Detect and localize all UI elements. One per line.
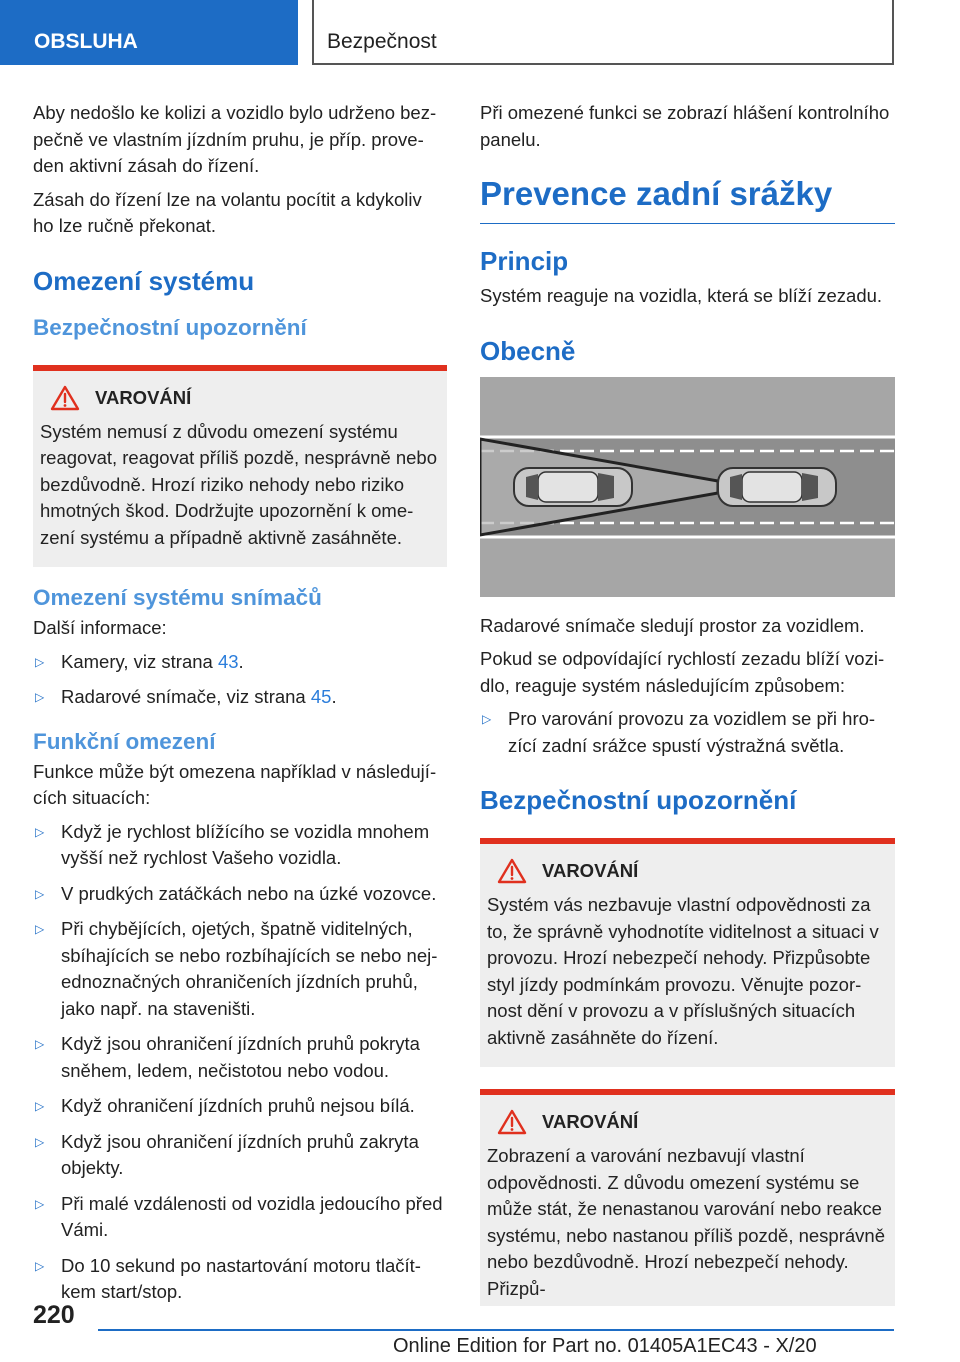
warning-triangle-icon — [497, 858, 527, 884]
more-info-label: Další informace: — [33, 617, 167, 638]
heading-sensor-limits: Omezení systému snímačů — [33, 585, 322, 610]
function-limit-list — [33, 819, 447, 1306]
bullet-triangle-icon: ▷ — [35, 1258, 45, 1273]
heading-safety-notes: Bezpečnostní upozornění — [33, 314, 307, 340]
warning-box — [480, 1089, 895, 1306]
general-paragraph: Radarové snímače sledují prostor za vozidlem. — [480, 614, 865, 636]
list-item: ▷ V prudkých zatáčkách nebo na úzké vozovce. — [33, 881, 447, 908]
sensor-list — [33, 649, 447, 711]
list-item: ▷ Při chybějících, ojetých, špatně viditelných, sbíhajících se nebo rozbíhajících se nebo nejednoznačných ohraničeních jízdních pruhů, jako např. na staveništi. — [35, 918, 438, 1019]
intro-paragraph: Aby nedošlo ke kolizi a vozidlo bylo udrženo bezpečně ve vlastním jízdním pruhu, je příp. proveden aktivní zásah do řízení. — [33, 102, 437, 176]
page-reference-link[interactable]: 43 — [217, 650, 239, 672]
page-title-tab: Bezpečnost — [312, 0, 894, 65]
heading-function-limits: Funkční omezení — [33, 728, 216, 754]
general-paragraph: Pokud se odpovídající rychlostí zezadu blíží vozidlo, reaguje systém následujícím způsobem: — [480, 648, 885, 696]
list-item: ▷ Když je rychlost blížícího se vozidla mnohem vyšší než rychlost Vašeho vozidla. — [35, 820, 430, 868]
heading-principle: Princip — [480, 246, 569, 276]
page-reference-link[interactable]: 45 — [310, 686, 332, 707]
left-column — [33, 100, 447, 1315]
heading-general: Obecně — [480, 335, 576, 366]
page-number: 220 — [33, 1301, 75, 1329]
bullet-triangle-icon: ▷ — [35, 1196, 45, 1211]
principle-text: Systém reaguje na vozidla, která se blíží zezadu. — [480, 285, 883, 306]
list-item: ▷ Pro varování provozu za vozidlem se při hrozící zadní srážce spustí výstražná světla. — [482, 708, 876, 756]
rear-car-icon — [514, 468, 632, 506]
footer-divider — [98, 1329, 894, 1331]
bullet-triangle-icon: ▷ — [35, 1037, 45, 1051]
bullet-triangle-icon: ▷ — [35, 824, 45, 839]
bullet-triangle-icon: ▷ — [35, 1134, 45, 1149]
warning-text: Systém vás nezbavuje vlastní odpovědnosti za to, že správně vyhodnotíte viditelnost a situaci v provozu. Hrozí nebezpečí nehody. Přizpůsobte styl jízdy podmínkám provozu. Věnujte pozornost dění v provozu a v příslušných situacích aktivně zasáhněte do řízení. — [487, 894, 879, 1048]
bullet-triangle-icon: ▷ — [35, 922, 45, 936]
list-item: ▷ Při malé vzdálenosti od vozidla jedoucího před Vámi. — [35, 1192, 443, 1240]
list-item: ▷ Radarové snímače, viz strana 45. — [33, 684, 447, 711]
bullet-triangle-icon: ▷ — [35, 886, 45, 901]
list-item: ▷ Když jsou ohraničení jízdních pruhů zakryta objekty. — [35, 1130, 419, 1178]
warning-box — [33, 365, 447, 568]
warning-label: VAROVÁNÍ — [542, 860, 639, 881]
list-item: ▷ Když jsou ohraničení jízdních pruhů pokryta sněhem, ledem, nečistotou nebo vodou. — [35, 1033, 420, 1081]
own-car-icon — [718, 468, 836, 506]
bullet-triangle-icon: ▷ — [482, 712, 492, 726]
warning-text: Zobrazení a varování nezbavují vlastní odpovědnosti. Z důvodu omezení systému se může stát, že nenastanou varování nebo reakce systému, nebo nastanou příliš pozdě, nesprávně nebo bezdůvodně. Hrozí nebezpečí nehody. Přizpů- — [487, 1145, 885, 1299]
list-item: ▷ Do 10 sekund po nastartování motoru tlačítkem start/stop. — [35, 1254, 421, 1302]
list-item: ▷ Kamery, viz strana 43. — [33, 649, 447, 676]
section-tab: OBSLUHA — [0, 0, 298, 65]
intro-paragraph: Zásah do řízení lze na volantu pocítit a kdykoliv ho lze ručně překonat. — [33, 188, 422, 236]
bullet-triangle-icon: ▷ — [35, 654, 45, 669]
function-message-paragraph: Při omezené funkci se zobrazí hlášení kontrolního panelu. — [480, 102, 890, 150]
warning-box — [480, 838, 895, 1067]
warning-triangle-icon — [497, 1109, 527, 1135]
bullet-triangle-icon: ▷ — [35, 690, 45, 704]
reaction-list — [480, 706, 895, 759]
warning-label: VAROVÁNÍ — [542, 1111, 639, 1132]
warning-label: VAROVÁNÍ — [95, 386, 192, 408]
right-column — [480, 100, 895, 1324]
heading-safety-notes-right: Bezpečnostní upozornění — [480, 785, 797, 815]
heading-rear-collision: Prevence zadní srážky — [480, 175, 895, 224]
warning-text: Systém nemusí z důvodu omezení systému reagovat, reagovat příliš pozdě, nesprávně nebo bezdůvodně. Hrozí riziko nehody nebo riziko hmotných škod. Dodržujte upozornění k omezení systému a případně aktivně zasáhněte. — [40, 420, 437, 548]
rear-radar-diagram — [480, 377, 895, 597]
warning-triangle-icon — [50, 385, 80, 411]
footer-edition: Online Edition for Part no. 01405A1EC43 - X/20 — [393, 1335, 817, 1357]
list-item: ▷ Když ohraničení jízdních pruhů nejsou bílá. — [33, 1093, 447, 1120]
bullet-triangle-icon: ▷ — [35, 1099, 45, 1113]
heading-system-limits: Omezení systému — [33, 265, 255, 296]
function-intro: Funkce může být omezena například v následujících situacích: — [33, 760, 437, 808]
